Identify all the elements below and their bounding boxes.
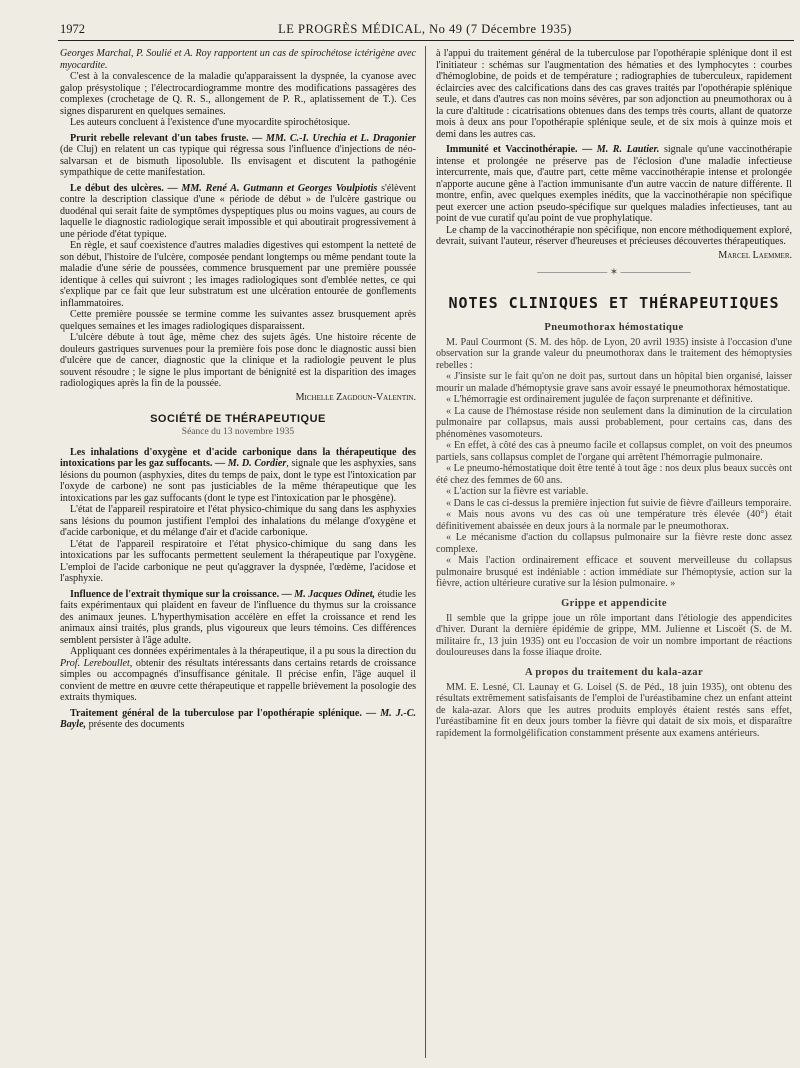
inhalation-author: M. D. Cordier [227,458,287,469]
signature-zagdoun: Michelle Zagdoun-Valentin. [295,391,416,403]
thymus-title: Influence de l'extrait thymique sur la croissance. — [70,588,292,600]
prurit-text: (de Cluj) en relatent un cas typique qui régressa sous l'influence d'injections de néo-salvarsan et de bismuth liposoluble. Ils envisagent et discutent la pathogénie sympathique de cette manifestation. [60,144,416,178]
pneumothorax-quote-7: « Dans le cas ci-dessus la première injection fut suivie de fièvre d'ailleurs temporaire. [446,497,792,509]
session-date: Séance du 13 novembre 1935 [181,426,295,437]
pneumothorax-quote-1: « J'insiste sur le fait qu'on ne doit pas, surtout dans un hôpital bien organisé, laisser mourir un malade d'hémoptysie grave sans avoir essayé le pneumothorax hémostatique. [436,371,792,394]
tuberculose-author: M. J.-C. Bayle, [60,707,416,730]
immunite-text: signale qu'une vaccinothérapie intense et prolongée ne préserve pas de l'éclosion d'une maladie infectieuse intercurrente, mais que, d'autre part, cette même vaccinothérapie intense et prolongée n'apporte aucune gêne à l'action immunisante d'un autre vaccin de nature différente. Il montre, enfin, avec quelques exemples inédits, que la vaccinothérapie non spécifique peut exercer une action pseudo-spécifique sur quelques maladies infectieuses, tant au point de vue curatif qu'au point de vue prophylatique. [436,144,792,224]
header-rule [58,40,794,41]
thymus-professor: Prof. Lereboullet, [60,657,133,669]
pneumothorax-quote-4: « En effet, à côté des cas à pneumo facile et collapsus complet, on voit des pneumos partiels, sans collapsus complet de l'organe qui arrêtent l'hémorragie pulmonaire. [436,440,792,463]
immunite-paragraph-2: Le champ de la vaccinothérapie non spécifique, non encore méthodiquement exploré, devrait, suivant l'auteur, réserver d'heureuses et précieuses découvertes thérapeutiques. [436,224,792,247]
left-column [60,48,416,731]
thymus-p2-start: Appliquant ces données expérimentales à la thérapeutique, il a pu sous la direction du [70,646,416,657]
notes-section-heading: NOTES CLINIQUES ET THÉRAPEUTIQUES [448,293,780,312]
pneumothorax-quote-8: « Mais nous avons vu des cas où une température très élevée (40°) était définitivement abaissée en deux jours à la normale par le pneumothorax. [436,509,792,532]
column-separator [425,46,426,1058]
kala-azar-title: A propos du traitement du kala-azar [524,666,704,678]
debut-article [60,183,416,241]
marchal-text: C'est à la convalescence de la maladie qu'apparaissent la dyspnée, la cyanose avec galop présystolique ; l'électrocardiogramme montre des modifications passagères des complexes (crochetage de Q. R. S., allongement de P. R., aplatissement de T.). Ces signes disparurent en quelques semaines. [60,71,416,117]
page-number: 1972 [60,22,85,36]
debut-paragraph-2: En règle, et sauf coexistence d'autres maladies digestives qui estompent la netteté de son début, l'histoire de l'ulcère, composée pendant longtemps ou même pendant toute la maladie d'une série de poussées, commence brusquement par une première poussée identique à celles qui suivront ; les images radiologiques sont d'emblée nettes, ce qui s'explique par ce fait que leur substratum est une ulcération entourée de gonflements inflammatoires. [60,240,416,309]
marchal-conclusion: Les auteurs concluent à l'existence d'une myocardite spirochétosique. [70,117,350,128]
thymus-article [60,589,416,647]
immunite-article [436,144,792,225]
thymus-author: M. Jacques Odinet, [294,588,376,600]
pneumothorax-title: Pneumothorax hémostatique [544,321,684,333]
notes-cliniques [436,322,792,740]
grippe-title: Grippe et appendicite [561,597,667,609]
prurit-title: Prurit rebelle relevant d'un tabes fruste. — [70,132,263,144]
inhalation-article [60,447,416,505]
signature-laemmer: Marcel Laemmer. [718,249,792,261]
inhalation-text: , signale que les asphyxies, sans lésions du poumon (asphyxies, dites du temps de paix, dont le type est l'intoxication par l'oxyde de carbone) ne sont pas justiciables de la même thérapeutique que les intoxications par les gaz suffocants (dont le type est l'intoxication par le phosgène). [60,458,416,504]
prurit-authors: MM. C.-I. Urechia et L. Dragonier [265,132,416,144]
ornament-divider: ——————— ✶ ——————— [537,266,691,278]
running-header [60,22,790,42]
debut-title: Le début des ulcères. — [70,182,178,194]
immunite-author: M. R. Lautier. [596,144,660,155]
marchal-abstract: Georges Marchal, P. Soulié et A. Roy rapportent un cas de spirochétose ictérigène avec myocardite. [60,48,416,71]
pneumothorax-quote-10: « Mais l'action ordinairement efficace et souvent merveilleuse du collapsus pulmonaire brusqué est indéniable : action immédiate sur l'hémoptysie, action sur la fièvre, action ultérieure curative sur la lésion pulmonaire. » [436,555,792,589]
debut-text: s'élèvent contre la description classique d'une « période de début » de l'ulcère gastrique ou duodénal qui serait faite de symptômes dyspeptiques plus ou moins vagues, au cours de laquelle le diagnostic radiologique serait impossible et qui aboutirait progressivement à une période d'état typique. [60,182,416,240]
pneumothorax-quote-2: « L'hémorragie est ordinairement jugulée de façon surprenante et définitive. [446,394,753,405]
journal-title: LE PROGRÈS MÉDICAL, No 49 (7 Décembre 1935) [278,22,572,36]
debut-paragraph-4: L'ulcère débute à tout âge, même chez des sujets âgés. Une histoire récente de douleurs gastriques survenues pour la première fois pose donc le diagnostic aussi bien d'ulcère que de cancer, diagnostic que la clinique et la radiologie peuvent le plus souvent résoudre ; le signe le plus important de bénignité est la disparition des images radiologiques après la fin de la poussée. [60,332,416,389]
debut-authors: MM. René A. Gutmann et Georges Voulpiotis [181,182,378,194]
pneumothorax-quote-3: « La cause de l'hémostase réside non seulement dans la diminution de la circulation pulmonaire par collapsus, mais aussi probablement, pour certains cas, dans des phénomènes vasomoteurs. [436,405,792,440]
inhalation-title: Les inhalations d'oxygène et d'acide carbonique dans la thérapeutique des intoxications par les gaz suffocants. — [60,446,416,469]
grippe-text: Il semble que la grippe joue un rôle important dans l'étiologie des appendicites d'hiver. Durant la dernière épidémie de grippe, MM. Julienne et Liscoët (S. de M. militaire fr., 13 juin 1935) ont eu l'occasion de voir un nombre important de réactions douloureuses dans la fosse iliaque droite. [436,612,792,658]
immunite-title: Immunité et Vaccinothérapie. — [446,144,593,155]
tuberculose-continued: à l'appui du traitement général de la tuberculose par l'opothérapie splénique dont il est l'initiateur : schémas sur l'augmentation des hématies et des lymphocytes : courbes d'hémoglobine, de poids et de température ; radiographies de tuberculeux, rapidement éclaircies avec des calcifications dans des cas graves traités par l'opothérapie splénique seule, et dans d'autres cas non moins sévères, par son adjonction au pneumothorax ou à la cure d'altitude : cicatrisations obtenues dans des temps très courts, allant de quatorze mois à deux ans pour l'opothérapie splénique seule, et de six mois à quinze mois et demi dans les autres cas. [436,48,792,140]
pneumothorax-intro: M. Paul Courmont (S. M. des hôp. de Lyon, 20 avril 1935) insiste à l'occasion d'une observation sur la grande valeur du pneumothorax dans le traitement des hémoptysies rebelles : [436,336,792,371]
inhalation-paragraph-2: L'état de l'appareil respiratoire et l'état physico-chimique du sang dans les asphyxies sans lésions du poumon justifient l'emploi des inhalations du mélange d'oxygène et d'acide carbonique, et du mélange d'air et d'acide carbonique. [60,504,416,538]
pneumothorax-quote-6: « L'action sur la fièvre est variable. [446,486,589,497]
pneumothorax-quote-9: « Le mécanisme d'action du collapsus pulmonaire sur la fièvre reste donc assez complexe. [436,532,792,555]
thymus-text: étudie les faits expérimentaux qui plaident en faveur de l'influence du thymus sur la croissance des animaux jeunes. L'hyperthymisation accélère en effet la croissance et rend les animaux ainsi traités, plus grands, plus vigoureux que leurs témoins. Ces différences semblent persister à l'âge adulte. [60,588,416,646]
thymus-p2-end: obtenir des résultats intéressants dans certains retards de croissance simples ou accompagnés d'insuffisance génitale. Il précise enfin, l'âge auquel il convient de mettre en œuvre cette thérapeutique et rappelle brièvement la posologie des extraits thymiques. [60,657,416,703]
tuberculose-article [60,708,416,731]
inhalation-paragraph-3: L'état de l'appareil respiratoire et l'état physico-chimique du sang dans les intoxications par les suffocants permettent seulement la thérapeutique par l'oxygène. L'emploi de l'acide carbonique ne peut qu'aggraver la dyspnée, l'œdème, l'acidose et l'asphyxie. [60,538,416,584]
debut-paragraph-3: Cette première poussée se termine comme les suivantes assez brusquement après quelques semaines et les images radiologiques disparaissent. [60,309,416,332]
tuberculose-text: présente des documents [88,719,185,730]
thymus-paragraph-2 [60,646,416,704]
kala-azar-text: MM. E. Lesné, Cl. Launay et G. Loisel (S. de Péd., 18 juin 1935), ont obtenu des résultats extrêmement satisfaisants de l'emploi de l'uréastibamine chez un enfant atteint de kala-azar. Alors que les autres produits employés étaient restés sans effet, l'uréastibamine fit en deux jours tomber la fièvre qui datait de six mois, et disparaître rapidement la formolgélification constamment présente aux examens antérieurs. [436,681,792,739]
section-heading: SOCIÉTÉ DE THÉRAPEUTIQUE [150,412,326,425]
tuberculose-title: Traitement général de la tuberculose par l'opothérapie splénique. — [70,707,377,719]
pneumothorax-quote-5: « Le pneumo-hémostatique doit être tenté à tout âge : nos deux plus beaux succès ont été chez des femmes de 60 ans. [436,463,792,486]
prurit-article [60,133,416,179]
right-column [436,48,792,739]
